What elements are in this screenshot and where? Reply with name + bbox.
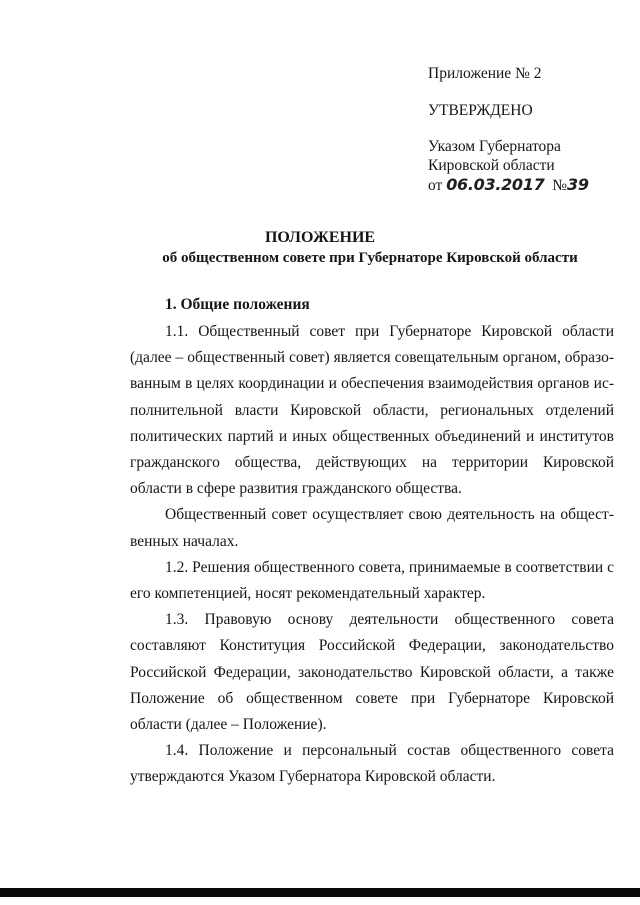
document-subtitle: об общественном совете при Губернаторе Кировской области <box>162 250 578 266</box>
paragraph-1-1-b: Общественный совет осуществляет свою деятельность на общественных началах. <box>130 506 614 550</box>
paragraph-1-1: 1.1. Общественный совет при Губернаторе Кировской области (далее – общественный совет) является совещательным органом, образованным в целях координации и обеспечения взаимодействия органов исполнительной власти Кировской области, региональных отделений политических партий и иных общественных объединений и институтов гражданского общества, действующих на территории Кировской области в сфере развития гражданского общества. <box>130 323 614 498</box>
approved-label: УТВЕРЖДЕНО <box>428 102 533 119</box>
scan-edge-bar <box>0 888 640 897</box>
paragraph-1-4: 1.4. Положение и персональный состав общественного совета утверждаются Указом Губернатора Кировской области. <box>130 742 614 786</box>
appendix-label: Приложение № 2 <box>428 65 542 82</box>
handwritten-number: 39 <box>566 175 589 194</box>
document-title: ПОЛОЖЕНИЕ <box>264 229 376 246</box>
number-label: № <box>552 177 567 194</box>
decree-date-line <box>428 175 628 195</box>
decree-line-1: Указом Губернатора <box>428 138 561 155</box>
section-heading: 1. Общие положения <box>165 296 310 313</box>
approval-block <box>428 64 628 195</box>
paragraph-1-3: 1.3. Правовую основу деятельности общественного совета составляют Конституция Российской Федерации, законодательство Российской Федерации, законодательство Кировской области, а также Положение об общественном совете при Губернаторе Кировской области (далее – Положение). <box>130 611 614 734</box>
decree-line-2: Кировской области <box>428 157 555 174</box>
handwritten-date: 06.03.2017 <box>446 175 545 194</box>
document-body <box>130 319 614 791</box>
paragraph-1-2: 1.2. Решения общественного совета, принимаемые в соответствии с его компетенцией, носят рекомендательный характер. <box>130 558 614 603</box>
from-label: от <box>428 177 443 194</box>
